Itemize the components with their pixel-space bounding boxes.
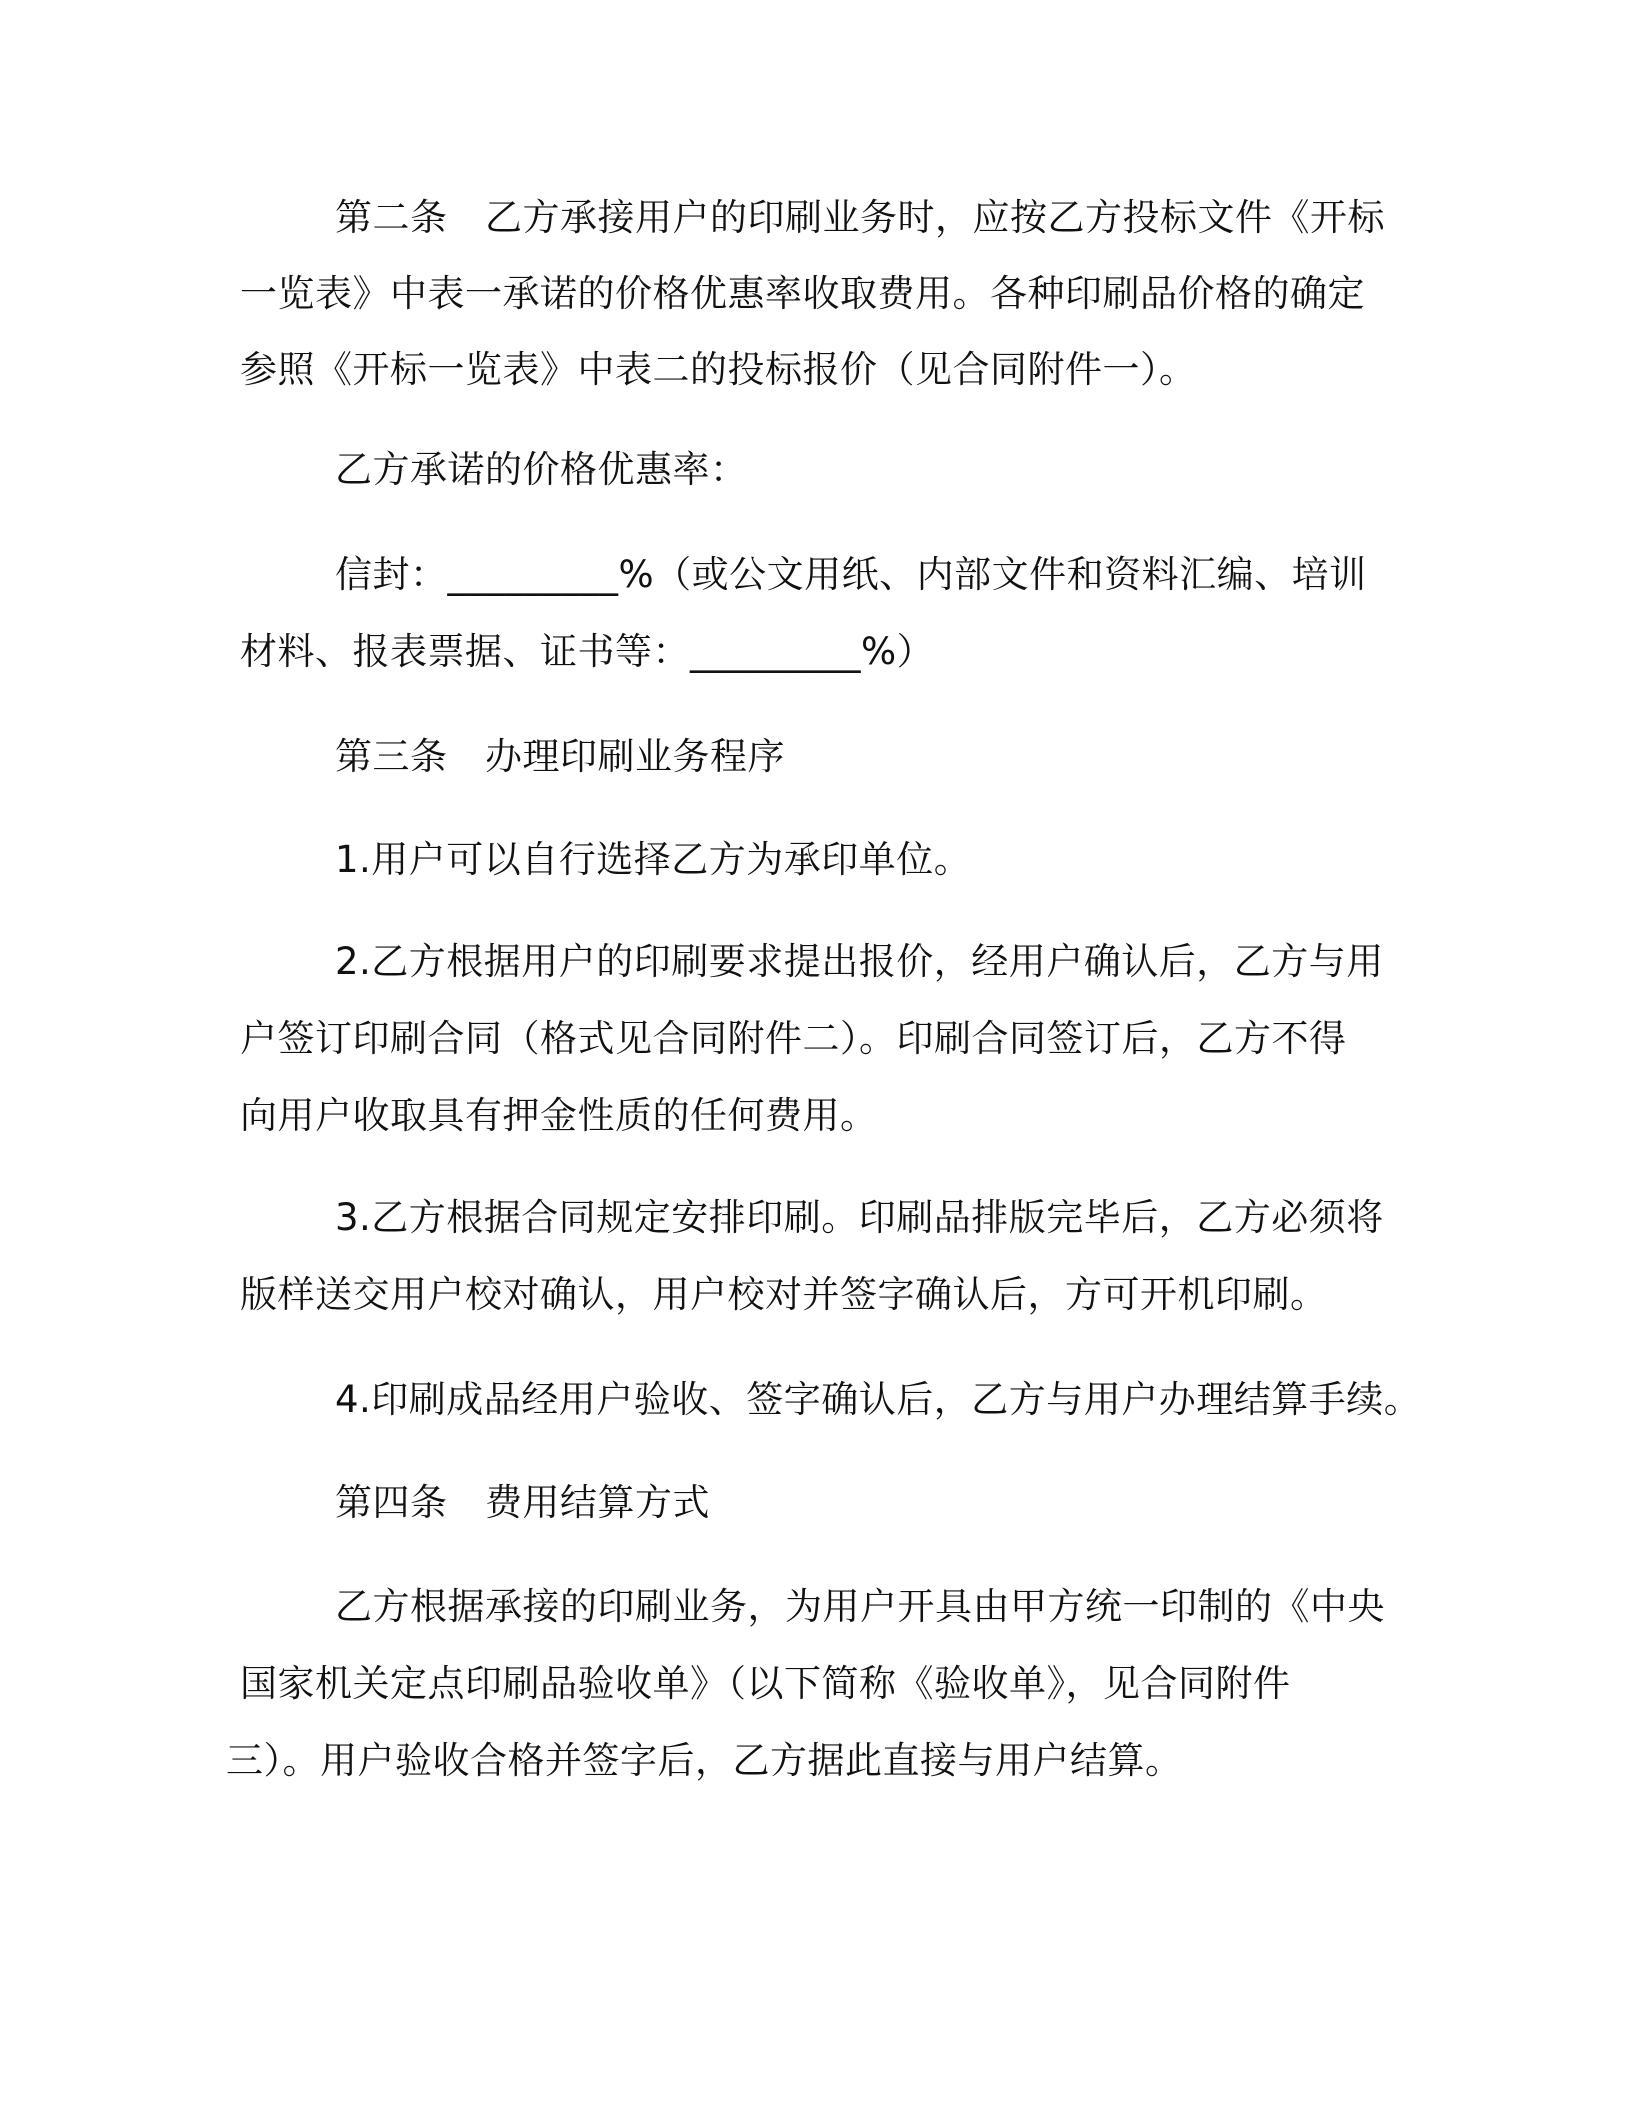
- procedure-item-3-line-2: 版样送交用户校对确认，用户校对并签字确认后，方可开机印刷。: [240, 1273, 1328, 1316]
- procedure-item-3-line-1: 3.乙方根据合同规定安排印刷。印刷品排版完毕后，乙方必须将: [335, 1196, 1384, 1239]
- article-2-line-1: 第二条 乙方承接用户的印刷业务时，应按乙方投标文件《开标: [335, 196, 1385, 239]
- article-2-line-3: 参照《开标一览表》中表二的投标报价（见合同附件一）。: [240, 348, 1197, 391]
- discount-rate-heading: 乙方承诺的价格优惠率：: [335, 448, 748, 491]
- article-4-heading: 第四条 费用结算方式: [335, 1481, 710, 1524]
- settlement-line-2: 国家机关定点印刷品验收单》（以下简称《验收单》，见合同附件: [240, 1662, 1291, 1705]
- article-2-line-2: 一览表》中表一承诺的价格优惠率收取费用。各种印刷品价格的确定: [240, 272, 1365, 315]
- article-3-heading: 第三条 办理印刷业务程序: [335, 735, 785, 778]
- settlement-line-3: 三）。用户验收合格并签字后，乙方据此直接与用户结算。: [226, 1739, 1183, 1782]
- procedure-item-2-line-2: 户签订印刷合同（格式见合同附件二）。印刷合同签订后，乙方不得: [240, 1017, 1347, 1060]
- envelope-rate-line-1: 信封：_________%（或公文用纸、内部文件和资料汇编、培训: [335, 553, 1367, 596]
- settlement-line-1: 乙方根据承接的印刷业务，为用户开具由甲方统一印制的《中央: [335, 1585, 1385, 1628]
- procedure-item-2-line-1: 2.乙方根据用户的印刷要求提出报价，经用户确认后，乙方与用: [335, 940, 1384, 983]
- procedure-item-4: 4.印刷成品经用户验收、签字确认后，乙方与用户办理结算手续。: [335, 1378, 1422, 1421]
- envelope-rate-line-2: 材料、报表票据、证书等：_________%）: [240, 630, 935, 673]
- procedure-item-2-line-3: 向用户收取具有押金性质的任何费用。: [240, 1094, 878, 1137]
- procedure-item-1: 1.用户可以自行选择乙方为承印单位。: [335, 838, 972, 881]
